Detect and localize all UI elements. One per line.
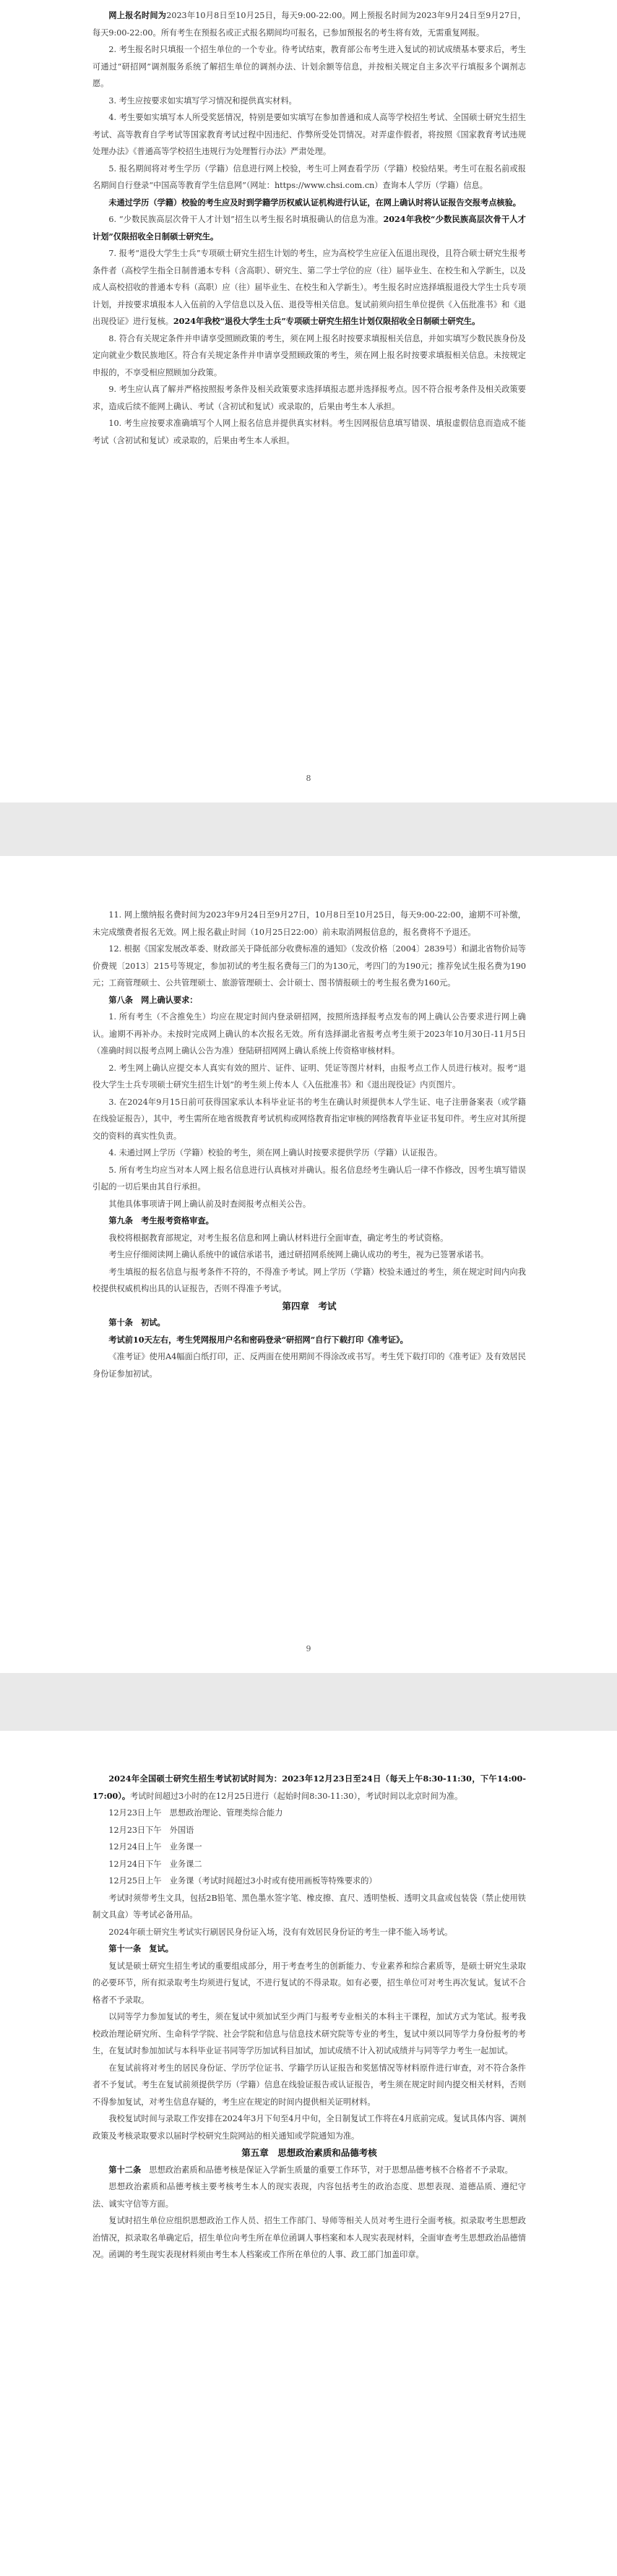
page-3-body xyxy=(92,1771,526,2264)
paragraph: 考生应仔细阅读网上确认系统中的诚信承诺书，通过研招网系统网上确认成功的考生，视为已签署承诺书。 xyxy=(108,1250,489,1259)
paragraph: 《准考证》使用A4幅面白纸打印，正、反两面在使用期间不得涂改或书写。考生凭下载打印的《准考证》及有效居民身份证参加初试。 xyxy=(92,1352,526,1379)
paragraph: 以同等学力参加复试的考生，须在复试中须加试至少两门与报考专业相关的本科主干课程，加试方式为笔试。报考我校政治理论研究所、生命科学学院、社会学院和信息与信息技术研究院等专业的考生，复试中须以同等学力身份报考的考生，在复试时参加加试与本科毕业证书同等学历加试科目加试，加试成绩不计入初试成绩并与同等学力考生一起加试。 xyxy=(92,2012,526,2055)
paragraph: 2. 考生网上确认应提交本人真实有效的照片、证件、证明、凭证等图片材料，由报考点工作人员进行核对。报考“退役大学生士兵专项硕士研究生招生计划”的考生须上传本人《入伍批准书》和《退出现役证》内页图片。 xyxy=(92,1063,526,1090)
paragraph: 思想政治素质和品德考核主要考核考生本人的现实表现，内容包括考生的政治态度、思想表现、道德品质、遵纪守法、诚实守信等方面。 xyxy=(92,2182,526,2209)
article-heading: 第十一条 复试。 xyxy=(108,1943,173,1954)
page-number: 9 xyxy=(306,1644,311,1653)
page-1-body xyxy=(92,7,526,449)
schedule-item: 12月24日下午 业务课二 xyxy=(108,1859,202,1869)
chapter-heading: 第五章 思想政治素质和品德考核 xyxy=(241,2147,377,2158)
page-2-body xyxy=(92,907,526,1382)
page-number: 8 xyxy=(306,774,311,783)
paragraph: 11. 网上缴纳报名费时间为2023年9月24日至9月27日，10月8日至10月25日，每天9:00-22:00，逾期不可补缴，未完成缴费者报名无效。网上报名截止时间（10月25日22:00）前未取消网报信息的，报名费将不予退还。 xyxy=(92,910,526,937)
page-separator xyxy=(0,1673,617,1731)
schedule-item: 12月23日下午 外国语 xyxy=(108,1825,194,1835)
paragraph: 在复试前将对考生的居民身份证、学历学位证书、学籍学历认证报告和奖惩情况等材料原件进行审查，对不符合条件者不予复试。考生在复试前须提供学历（学籍）信息在线验证报告或认证报告，考生须在规定时间内提交相关材料，否则不得参加复试，对考生信息存疑的，考生应在规定的时间内提供相关证明材料。 xyxy=(92,2063,526,2107)
paragraph: 1. 所有考生（不含推免生）均应在规定时间内登录研招网，按照所选择报考点发布的网上确认公告要求进行网上确认。逾期不再补办。未按时完成网上确认的本次报名无效。所有选择湖北省报考点考生须于2023年10月30日-11月5日（准确时间以报考点网上确认公告为准）登陆研招网网上确认系统上传资格审核材料。 xyxy=(92,1012,526,1056)
article-heading: 第八条 网上确认要求： xyxy=(108,994,198,1005)
paragraph: 10. 考生应按要求准确填写个人网上报名信息并提供真实材料。考生因网报信息填写错误、填报虚假信息而造成不能考试（含初试和复试）或录取的，后果由考生本人承担。 xyxy=(92,419,526,445)
paragraph: 考试时须带考生文具，包括2B铅笔、黑色墨水签字笔、橡皮擦、直尺、透明垫板、透明文具盒或包装袋（禁止使用铁制文具盒）等考试必备用品。 xyxy=(92,1893,526,1920)
paragraph: 第十二条 思想政治素质和品德考核是保证入学新生质量的重要工作环节，对于思想品德考核不合格者不予录取。 xyxy=(108,2164,513,2175)
paragraph: 考生填报的报名信息与报考条件不符的，不得准予考试。网上学历（学籍）校验未通过的考生，须在规定时间内向我校提供权威机构出具的认证报告，否则不得准予考试。 xyxy=(92,1267,526,1293)
paragraph: 9. 考生应认真了解并严格按照报考条件及相关政策要求选择填报志愿并选择报考点。因不符合报考条件及相关政策要求，造成后续不能网上确认、考试（含初试和复试）或录取的，后果由考生本人承担。 xyxy=(92,385,526,411)
paragraph: 8. 符合有关规定条件并申请享受照顾政策的考生，须在网上报名时按要求填报相关信息，并如实填写少数民族身份及定向就业少数民族地区。符合有关规定条件并申请享受照顾政策的考生，须在网上报名时按要求填报相关信息。未按规定申报的，不享受相应照顾加分政策。 xyxy=(92,333,526,377)
document-page-3 xyxy=(0,1731,617,2576)
paragraph: 7. 报考“退役大学生士兵”专项硕士研究生招生计划的考生，应为高校学生应征入伍退出现役，且符合硕士研究生报考条件者（高校学生指全日制普通本专科（含高职）、研究生、第二学士学位的应（往）届毕业生、在校生和入学新生，以及成人高校招收的普通本专科（高职）应（往）届毕业生、在校生和入学新生）。考生报名时应选择填报退役大学生士兵专项计划，并按要求填报本人入伍前的入学信息以及入伍、退役等相关信息。复试前须向招生单位提供《入伍批准书》和《退出现役证》进行复核。2024年我校“退役大学生士兵”专项硕士研究生招生计划仅限招收全日制硕士研究生。 xyxy=(92,249,526,326)
schedule-item: 12月25日上午 业务课（考试时间超过3小时或有使用画板等特殊要求的） xyxy=(108,1876,377,1886)
schedule-item: 12月23日上午 思想政治理论、管理类综合能力 xyxy=(108,1808,283,1818)
paragraph: 2. 考生报名时只填报一个招生单位的一个专业。待考试结束，教育部公布考生进入复试的初试成绩基本要求后，考生可通过“研招网”调剂服务系统了解招生单位的调剂办法、计划余额等信息，并按相关规定自主多次平行填报多个调剂志愿。 xyxy=(92,45,526,88)
paragraph: 3. 考生应按要求如实填写学习情况和提供真实材料。 xyxy=(108,95,297,106)
paragraph-registration-time: 网上报名时间为2023年10月8日至10月25日，每天9:00-22:00。网上预报名时间为2023年9月24日至9月27日，每天9:00-22:00。所有考生在预报名或正式报名期间均可报名，已参加预报名的考生将有效，无需重复网报。 xyxy=(92,10,526,38)
paragraph: 我校将根据教育部规定，对考生报名信息和网上确认材料进行全面审查，确定考生的考试资格。 xyxy=(108,1233,449,1243)
document-page-2 xyxy=(0,856,617,1673)
paragraph: 5. 报名期间将对考生学历（学籍）信息进行网上校验，考生可上网查看学历（学籍）校验结果。考生可在报名前或报名期间自行登录“中国高等教育学生信息网”（网址：https://www.chsi.com.cn）查询本人学历（学籍）信息。 xyxy=(92,163,526,190)
paragraph: 我校复试时间与录取工作安排在2024年3月下旬至4月中旬，全日制复试工作将在4月底前完成。复试具体内容、调剂政策及考核录取要求以届时学校研究生院网站的相关通知或学院通知为准。 xyxy=(92,2114,526,2141)
paragraph: 复试时招生单位应组织思想政治工作人员、招生工作部门、导师等相关人员对考生进行全面考核。拟录取考生思想政治情况，拟录取名单确定后，招生单位向考生所在单位函调人事档案和本人现实表现材料，全面审查考生思想政治品德情况。函调的考生现实表现材料须由考生本人档案或工作所在单位的人事、政工部门加盖印章。 xyxy=(92,2216,526,2259)
paragraph: 复试是硕士研究生招生考试的重要组成部分，用于考查考生的创新能力、专业素养和综合素质等，是硕士研究生录取的必要环节，所有拟录取考生均须进行复试，不进行复试的不得录取。如有必要，招生单位可对考生再次复试。复试不合格者不予录取。 xyxy=(92,1961,526,2005)
paragraph: 2024年硕士研究生考试实行刷居民身份证入场，没有有效居民身份证的考生一律不能入场考试。 xyxy=(108,1927,453,1937)
paragraph: 5. 所有考生均应当对本人网上报名信息进行认真核对并确认。报名信息经考生确认后一律不作修改，因考生填写错误引起的一切后果由其自行承担。 xyxy=(92,1165,526,1191)
paragraph: 其他具体事项请于网上确认前及时查阅报考点相关公告。 xyxy=(108,1199,311,1209)
page-separator xyxy=(0,803,617,856)
paragraph: 4. 考生要如实填写本人所受奖惩情况，特别是要如实填写在参加普通和成人高等学校招生考试、全国硕士研究生招生考试、高等教育自学考试等国家教育考试过程中因违纪、作弊所受处罚情况。对弄虚作假者，将按照《国家教育考试违规处理办法》《普通高等学校招生违规行为处理暂行办法》严肃处理。 xyxy=(92,113,526,156)
paragraph-bold-notice: 考试前10天左右，考生凭网报用户名和密码登录“研招网”自行下载打印《准考证》。 xyxy=(108,1334,408,1345)
paragraph: 6. “少数民族高层次骨干人才计划”招生以考生报名时填报确认的信息为准。2024年我校“少数民族高层次骨干人才计划”仅限招收全日制硕士研究生。 xyxy=(92,214,526,241)
paragraph-bold-notice: 未通过学历（学籍）校验的考生应及时到学籍学历权威认证机构进行认证，在网上确认时将认证报告交报考点核验。 xyxy=(108,197,521,207)
paragraph: 12. 根据《国家发展改革委、财政部关于降低部分收费标准的通知》（发改价格〔2004〕2839号）和湖北省物价局等价费规〔2013〕215号等规定，参加初试的考生报名费每三门的为130元，考四门的为190元；推荐免试生报名费为190元；工商管理硕士、公共管理硕士、旅游管理硕士、会计硕士、图书情报硕士的考生报名费为160元。 xyxy=(92,944,526,988)
chapter-heading: 第四章 考试 xyxy=(282,1300,337,1311)
schedule-item: 12月24日上午 业务课一 xyxy=(108,1842,202,1852)
paragraph: 4. 未通过网上学历（学籍）校验的考生，须在网上确认时按要求提供学历（学籍）认证报告。 xyxy=(108,1148,443,1158)
paragraph-exam-time: 2024年全国硕士研究生招生考试初试时间为：2023年12月23日至24日（每天上午8:30-11:30，下午14:00-17:00）。考试时间超过3小时的在12月25日进行（起始时间8:30-11:30），考试时间以北京时间为准。 xyxy=(92,1773,526,1801)
paragraph: 3. 在2024年9月15日前可获得国家承认本科毕业证书的考生在确认时须提供本人学生证、电子注册备案表（或学籍在线验证报告），其中，考生需所在地省级教育考试机构或网络教育指定审核的网络教育毕业证书复印件。考生应对其所提交的资料的真实性负责。 xyxy=(92,1097,526,1141)
article-heading: 第十条 初试。 xyxy=(108,1317,165,1327)
document-page-1 xyxy=(0,0,617,803)
article-heading: 第九条 考生报考资格审查。 xyxy=(108,1215,214,1225)
